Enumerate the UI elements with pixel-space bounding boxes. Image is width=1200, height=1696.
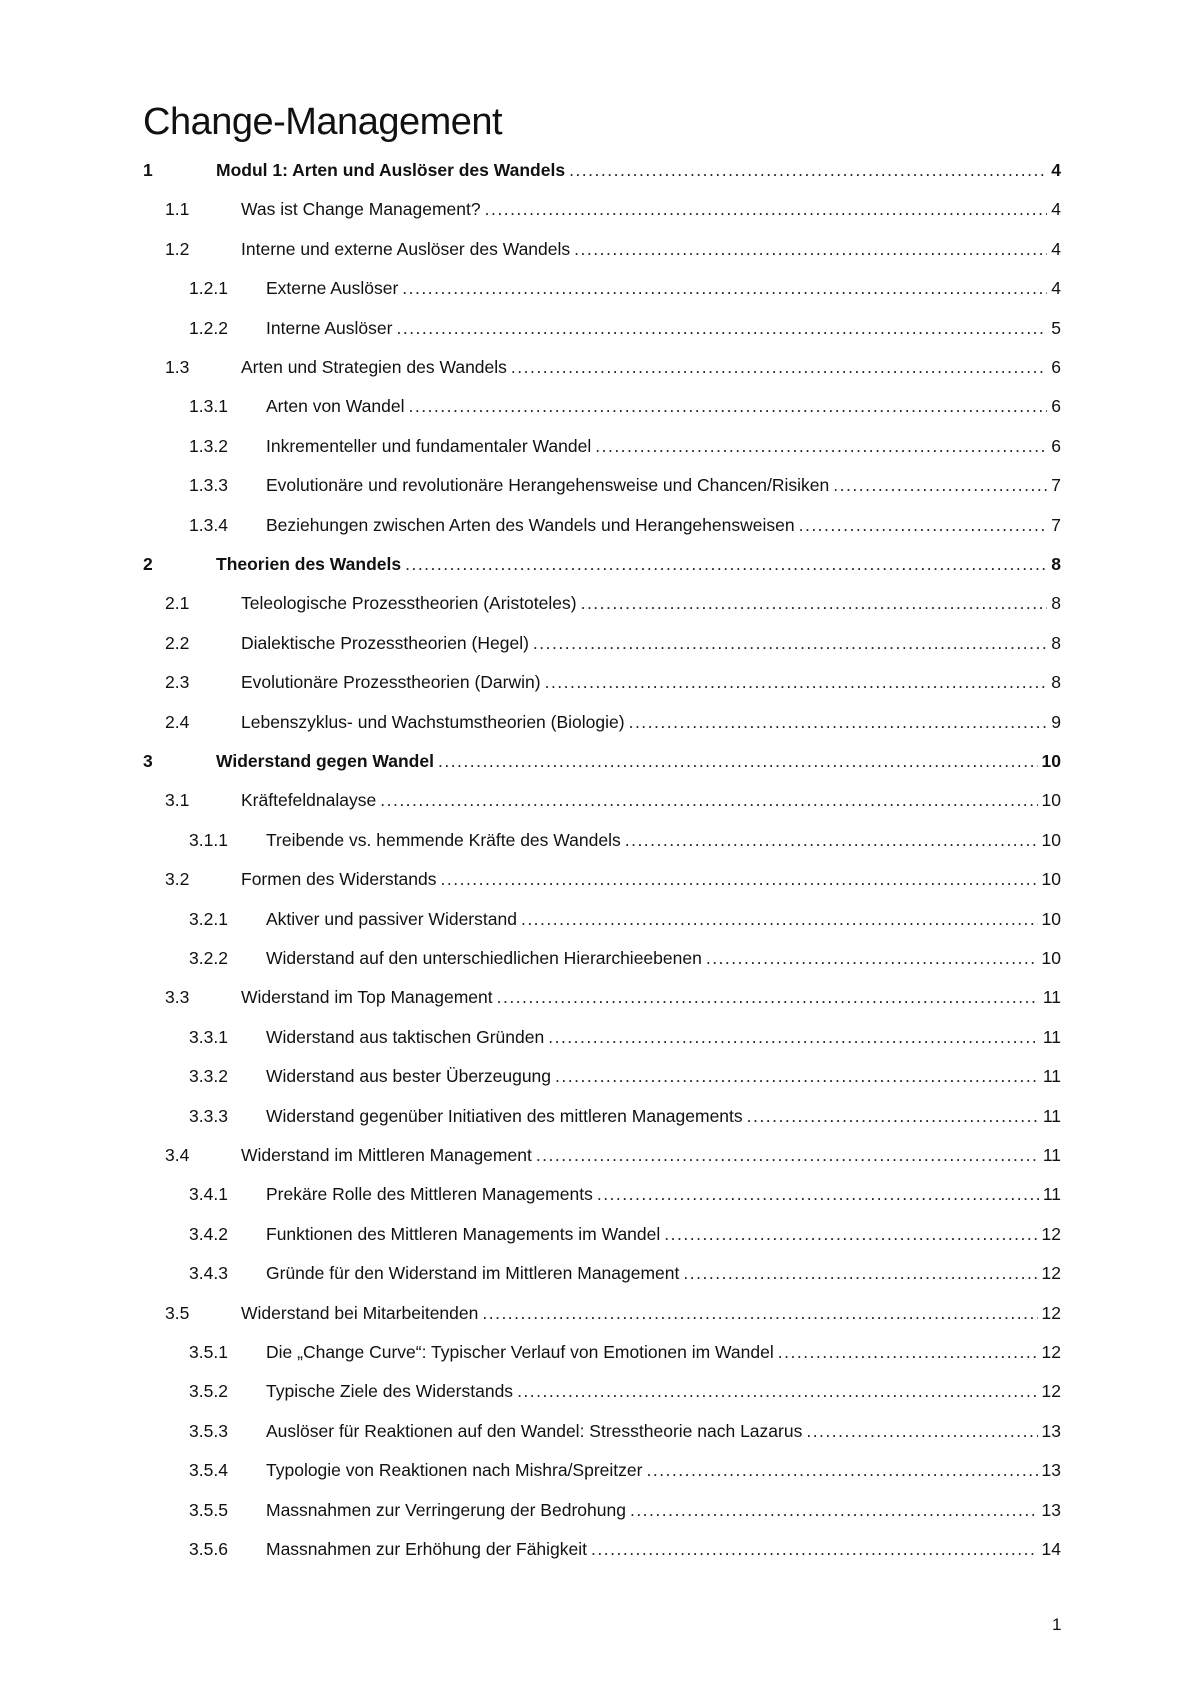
toc-entry-number: 2.3: [165, 672, 190, 693]
toc-entry-page: 12: [1041, 1223, 1061, 1244]
toc-entry-page: 9: [1051, 711, 1061, 732]
toc-entry-page: 11: [1042, 1145, 1061, 1165]
toc-entry-number: 3.4.2: [189, 1223, 228, 1244]
toc-entry-page: 12: [1041, 1263, 1061, 1284]
toc-entry-title: Dialektische Prozesstheorien (Hegel): [241, 632, 529, 653]
toc-dot-leader: [380, 790, 1037, 811]
toc-entry[interactable]: [165, 1303, 1061, 1333]
toc-entry-number: 3.2.2: [189, 948, 228, 968]
toc-entry-title: Widerstand auf den unterschiedlichen Hierarchieebenen: [266, 948, 702, 968]
toc-entry-title: Theorien des Wandels: [216, 554, 402, 574]
toc-dot-leader: [683, 1263, 1037, 1284]
toc-entry[interactable]: [189, 1381, 1061, 1411]
toc-entry-page: 10: [1041, 829, 1061, 850]
toc-entry[interactable]: [143, 554, 1061, 584]
toc-entry-title: Widerstand im Mittleren Management: [241, 1145, 532, 1165]
toc-entry[interactable]: [189, 830, 1061, 860]
toc-entry-title: Evolutionäre Prozesstheorien (Darwin): [241, 672, 541, 693]
toc-entry[interactable]: [189, 1342, 1061, 1372]
toc-entry-page: 13: [1041, 1499, 1061, 1520]
toc-entry-page: 7: [1051, 514, 1061, 535]
toc-entry-number: 3.5.6: [189, 1539, 228, 1559]
toc-entry-title: Die „Change Curve“: Typischer Verlauf von Emotionen im Wandel: [266, 1342, 774, 1362]
toc-entry-page: 8: [1051, 593, 1061, 614]
toc-dot-leader: [591, 1539, 1038, 1560]
toc-entry-title: Widerstand gegen Wandel: [216, 751, 434, 771]
toc-entry-page: 13: [1041, 1460, 1061, 1481]
toc-entry[interactable]: [165, 790, 1061, 820]
toc-entry-number: 2.4: [165, 711, 190, 732]
toc-entry[interactable]: [189, 1421, 1061, 1451]
toc-entry[interactable]: [165, 199, 1061, 229]
toc-entry-title: Widerstand gegenüber Initiativen des mittleren Managements: [266, 1105, 743, 1126]
toc-entry-title: Massnahmen zur Verringerung der Bedrohung: [266, 1499, 626, 1520]
toc-entry-number: 3.4: [165, 1145, 190, 1165]
toc-dot-leader: [536, 1145, 1039, 1166]
toc-entry-title: Gründe für den Widerstand im Mittleren Management: [266, 1263, 680, 1284]
toc-entry-number: 3.5.5: [189, 1499, 228, 1520]
toc-entry[interactable]: [189, 909, 1061, 939]
toc-entry-number: 1.3.2: [189, 435, 228, 456]
toc-entry[interactable]: [165, 712, 1061, 742]
toc-entry[interactable]: [165, 239, 1061, 269]
toc-entry-number: 3: [143, 751, 153, 771]
toc-dot-leader: [833, 475, 1047, 496]
toc-entry[interactable]: [189, 1224, 1061, 1254]
toc-entry-number: 1.2.2: [189, 317, 228, 338]
toc-entry-page: 8: [1051, 554, 1061, 574]
toc-entry[interactable]: [189, 1500, 1061, 1530]
toc-dot-leader: [806, 1421, 1037, 1442]
toc-entry-number: 1.3: [165, 357, 190, 377]
toc-entry-title: Formen des Widerstands: [241, 869, 437, 890]
toc-entry-number: 3.2: [165, 869, 190, 890]
toc-entry[interactable]: [143, 751, 1061, 781]
toc-entry-title: Widerstand im Top Management: [241, 987, 493, 1008]
toc-entry-number: 3.5.2: [189, 1381, 228, 1402]
toc-dot-leader: [625, 830, 1038, 851]
toc-entry-number: 1.2.1: [189, 278, 228, 299]
toc-dot-leader: [574, 239, 1047, 260]
toc-entry-page: 6: [1051, 435, 1061, 456]
toc-entry-number: 3.2.1: [189, 908, 228, 929]
toc-entry-title: Prekäre Rolle des Mittleren Managements: [266, 1184, 593, 1205]
toc-dot-leader: [533, 633, 1047, 654]
toc-entry-number: 1.3.3: [189, 475, 228, 496]
toc-dot-leader: [545, 672, 1048, 693]
toc-entry-page: 8: [1051, 672, 1061, 693]
toc-dot-leader: [441, 869, 1038, 890]
toc-entry-number: 1.2: [165, 238, 190, 259]
toc-entry-title: Evolutionäre und revolutionäre Herangehensweise und Chancen/Risiken: [266, 475, 830, 496]
toc-entry-page: 12: [1041, 1342, 1061, 1362]
toc-entry[interactable]: [165, 1145, 1061, 1175]
toc-entry[interactable]: [143, 160, 1061, 190]
toc-entry-number: 3.3.1: [189, 1026, 228, 1047]
toc-entry-title: Massnahmen zur Erhöhung der Fähigkeit: [266, 1539, 588, 1559]
toc-entry[interactable]: [189, 1460, 1061, 1490]
toc-entry-number: 3.4.3: [189, 1263, 228, 1284]
toc-entry[interactable]: [189, 1539, 1061, 1569]
toc-dot-leader: [521, 909, 1038, 930]
toc-dot-leader: [396, 318, 1047, 339]
toc-entry-page: 13: [1041, 1420, 1061, 1441]
toc-dot-leader: [555, 1066, 1039, 1087]
toc-entry-page: 11: [1042, 1066, 1061, 1087]
toc-entry-page: 6: [1051, 396, 1061, 417]
toc-entry[interactable]: [189, 1184, 1061, 1214]
toc-entry[interactable]: [189, 1106, 1061, 1136]
toc-dot-leader: [664, 1224, 1037, 1245]
toc-entry[interactable]: [189, 948, 1061, 978]
toc-dot-leader: [799, 515, 1048, 536]
toc-entry-title: Arten und Strategien des Wandels: [241, 357, 507, 377]
toc-entry[interactable]: [189, 436, 1061, 466]
toc-dot-leader: [497, 987, 1039, 1008]
toc-entry-page: 10: [1041, 869, 1061, 890]
toc-entry[interactable]: [189, 475, 1061, 505]
toc-entry-page: 12: [1041, 1302, 1061, 1323]
toc-entry-page: 10: [1041, 908, 1061, 929]
toc-entry-page: 14: [1041, 1539, 1061, 1559]
toc-entry-page: 11: [1042, 987, 1061, 1008]
toc-entry-title: Auslöser für Reaktionen auf den Wandel: Stresstheorie nach Lazarus: [266, 1420, 803, 1441]
toc-dot-leader: [778, 1342, 1038, 1363]
toc-dot-leader: [402, 278, 1047, 299]
toc-entry-page: 12: [1041, 1381, 1061, 1402]
page-number: 1: [1052, 1615, 1062, 1634]
toc-entry-page: 10: [1041, 948, 1061, 968]
toc-dot-leader: [438, 751, 1038, 772]
toc-entry-page: 4: [1051, 199, 1061, 220]
toc-entry-title: Widerstand bei Mitarbeitenden: [241, 1302, 479, 1323]
toc-entry-title: Modul 1: Arten und Auslöser des Wandels: [216, 160, 566, 180]
toc-entry-title: Typologie von Reaktionen nach Mishra/Spreitzer: [266, 1460, 643, 1481]
toc-entry-page: 4: [1051, 278, 1061, 299]
toc-entry-title: Kräftefeldnalayse: [241, 790, 377, 811]
toc-entry-title: Arten von Wandel: [266, 396, 405, 417]
toc-dot-leader: [548, 1027, 1039, 1048]
toc-entry[interactable]: [189, 1066, 1061, 1096]
toc-dot-leader: [511, 357, 1047, 378]
toc-entry-title: Externe Auslöser: [266, 278, 399, 299]
toc-entry-number: 1.3.1: [189, 396, 228, 417]
toc-entry-page: 11: [1042, 1105, 1061, 1126]
toc-entry[interactable]: [189, 318, 1061, 348]
toc-entry-title: Widerstand aus taktischen Gründen: [266, 1026, 545, 1047]
toc-dot-leader: [408, 396, 1047, 417]
toc-entry-page: 5: [1051, 317, 1061, 338]
toc-dot-leader: [569, 160, 1047, 181]
toc-entry-number: 3.5: [165, 1302, 190, 1323]
toc-entry-page: 6: [1051, 357, 1061, 377]
toc-entry-title: Lebenszyklus- und Wachstumstheorien (Biologie): [241, 711, 625, 732]
toc-entry-title: Aktiver und passiver Widerstand: [266, 908, 517, 929]
toc-entry-number: 2.2: [165, 632, 190, 653]
toc-dot-leader: [485, 199, 1048, 220]
toc-entry-page: 10: [1041, 751, 1061, 771]
toc-entry[interactable]: [165, 633, 1061, 663]
toc-dot-leader: [405, 554, 1047, 575]
toc-entry-title: Interne Auslöser: [266, 317, 393, 338]
toc-entry-number: 3.3: [165, 987, 190, 1008]
toc-entry[interactable]: [165, 987, 1061, 1017]
toc-entry-title: Inkrementeller und fundamentaler Wandel: [266, 435, 592, 456]
toc-dot-leader: [706, 948, 1038, 969]
toc-entry-number: 2: [143, 554, 153, 574]
toc-dot-leader: [482, 1303, 1037, 1324]
toc-dot-leader: [597, 1184, 1039, 1205]
toc-dot-leader: [630, 1500, 1038, 1521]
toc-entry[interactable]: [189, 515, 1061, 545]
toc-entry-page: 11: [1042, 1184, 1061, 1205]
document-title: Change-Management: [143, 101, 503, 143]
toc-entry-number: 3.5.3: [189, 1420, 228, 1441]
toc-entry[interactable]: [165, 869, 1061, 899]
toc-entry[interactable]: [189, 1263, 1061, 1293]
toc-dot-leader: [595, 436, 1047, 457]
toc-entry-title: Treibende vs. hemmende Kräfte des Wandels: [266, 829, 621, 850]
toc-entry-number: 3.3.2: [189, 1066, 228, 1087]
toc-entry-page: 7: [1051, 475, 1061, 496]
toc-entry-number: 3.1.1: [189, 829, 228, 850]
toc-entry-number: 1: [143, 160, 153, 180]
toc-entry-number: 2.1: [165, 593, 190, 614]
toc-dot-leader: [747, 1106, 1039, 1127]
toc-entry-page: 4: [1051, 160, 1061, 180]
toc-entry[interactable]: [189, 1027, 1061, 1057]
toc-entry-title: Widerstand aus bester Überzeugung: [266, 1066, 552, 1087]
toc-dot-leader: [629, 712, 1048, 733]
toc-entry[interactable]: [189, 278, 1061, 308]
toc-entry-page: 10: [1041, 790, 1061, 811]
toc-entry-number: 3.5.1: [189, 1342, 228, 1362]
toc-entry-number: 1.3.4: [189, 514, 228, 535]
toc-entry-number: 3.4.1: [189, 1184, 228, 1205]
toc-dot-leader: [581, 593, 1048, 614]
toc-entry-number: 3.5.4: [189, 1460, 228, 1481]
toc-entry-title: Funktionen des Mittleren Managements im Wandel: [266, 1223, 661, 1244]
toc-entry-title: Interne und externe Auslöser des Wandels: [241, 238, 571, 259]
toc-entry-page: 8: [1051, 632, 1061, 653]
toc-entry[interactable]: [165, 593, 1061, 623]
toc-entry-page: 4: [1051, 238, 1061, 259]
toc-entry[interactable]: [165, 357, 1061, 387]
toc-entry-title: Teleologische Prozesstheorien (Aristoteles): [241, 593, 577, 614]
toc-entry-page: 11: [1042, 1026, 1061, 1047]
toc-dot-leader: [517, 1381, 1037, 1402]
toc-entry-number: 3.1: [165, 790, 190, 811]
toc-entry[interactable]: [189, 396, 1061, 426]
toc-entry-number: 1.1: [165, 199, 190, 220]
toc-entry[interactable]: [165, 672, 1061, 702]
toc-entry-title: Was ist Change Management?: [241, 199, 481, 220]
toc-dot-leader: [646, 1460, 1037, 1481]
toc-entry-title: Beziehungen zwischen Arten des Wandels und Herangehensweisen: [266, 514, 795, 535]
toc-entry-title: Typische Ziele des Widerstands: [266, 1381, 514, 1402]
toc-entry-number: 3.3.3: [189, 1105, 228, 1126]
